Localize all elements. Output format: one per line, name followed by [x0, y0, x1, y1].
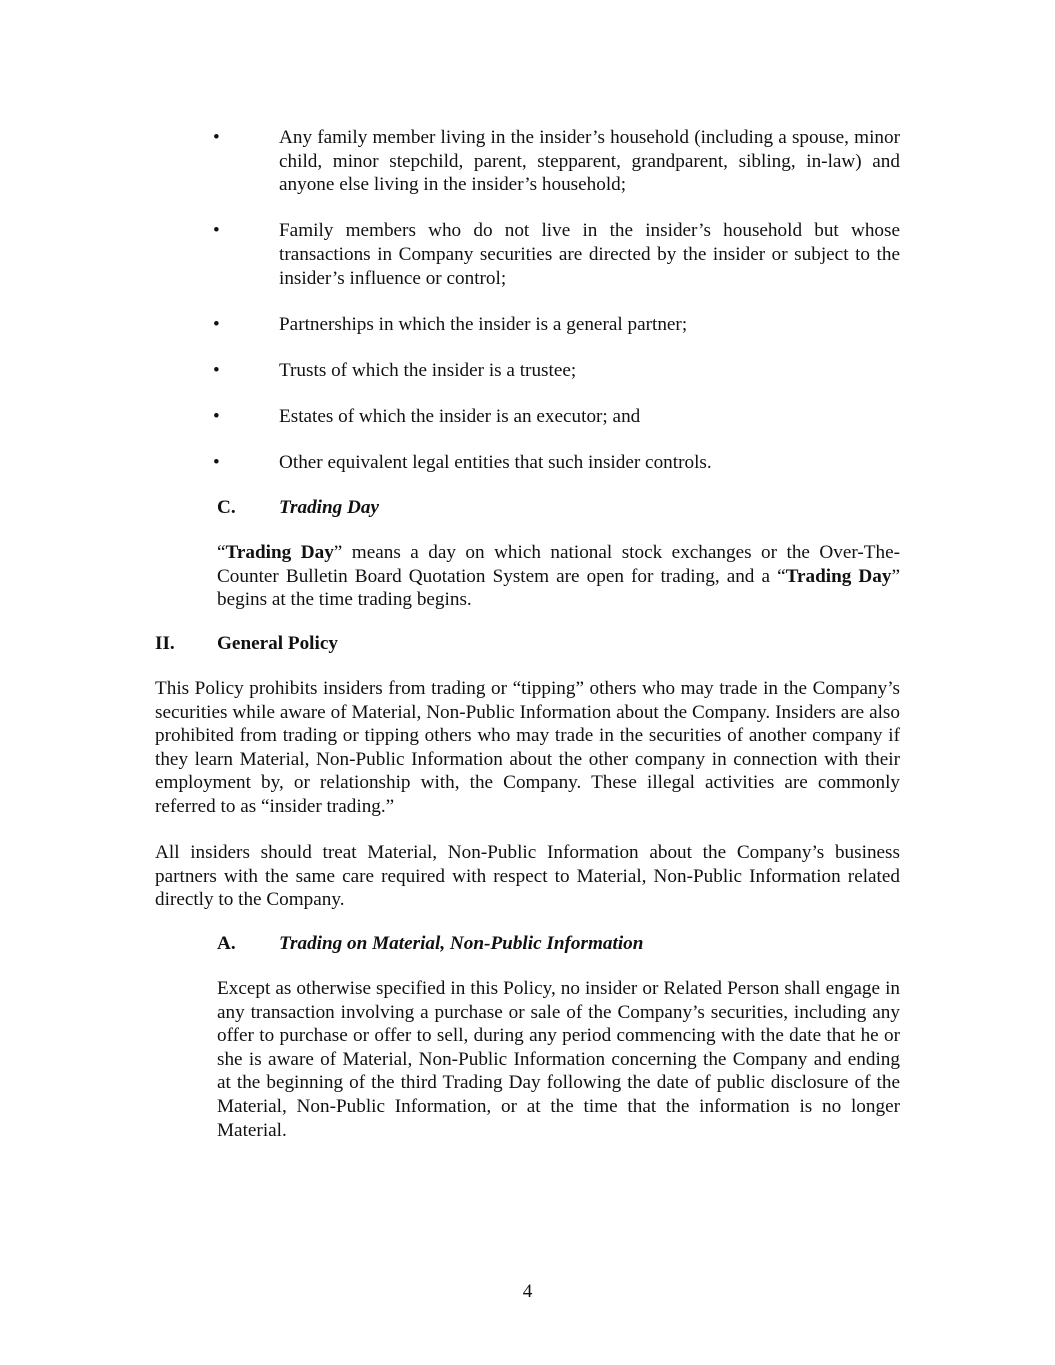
list-item-text: Estates of which the insider is an executor; and — [279, 406, 641, 428]
list-item — [213, 126, 900, 197]
list-item-text: Family members who do not live in the insider’s household but whose transactions in Company securities are directed by the insider or subject to the insider’s influence or control; — [279, 220, 900, 289]
trading-restriction-paragraph: Except as otherwise specified in this Policy, no insider or Related Person shall engage in any transaction involving a purchase or sale of the Company’s securities, including any offer to purchase or offer to sell, during any period commencing with the date that he or she is aware of Material, Non-Public Information concerning the Company and ending at the beginning of the third Trading Day following the date of public disclosure of the Material, Non-Public Information, or at the time that the information is no longer Material. — [217, 978, 900, 1141]
bullet-icon: • — [213, 220, 220, 242]
list-item — [213, 313, 900, 337]
definition-text: ” means a day on which national stock exchanges or the Over-The-Counter Bulletin Board Quotation System are open for trading, and a “ — [217, 542, 900, 587]
list-item-text: Partnerships in which the insider is a general partner; — [279, 313, 688, 335]
section-ii-title: General Policy — [217, 633, 338, 654]
defined-term: Trading Day — [785, 565, 892, 587]
section-c-number: C. — [217, 497, 236, 518]
general-policy-paragraph-1: This Policy prohibits insiders from trading or “tipping” others who may trade in the Company’s securities while aware of Material, Non-Public Information about the Company. Insiders are also prohibited from trading or tipping others who may trade in the securities of another company if they learn Material, Non-Public Information about the other company in connection with their employment by, or relationship with, the Company. These illegal activities are commonly referred to as “insider trading.” — [155, 678, 900, 817]
related-persons-list — [213, 126, 900, 498]
section-a-number: A. — [217, 933, 236, 954]
page-number: 4 — [522, 1281, 533, 1302]
defined-term: Trading Day — [225, 542, 334, 563]
list-item-text: Other equivalent legal entities that such insider controls. — [279, 452, 712, 474]
list-item-text: Trusts of which the insider is a trustee; — [279, 359, 577, 381]
section-ii-number: II. — [155, 633, 175, 654]
definition-text-end: ” begins at the time trading begins. — [217, 565, 900, 611]
list-item — [213, 451, 900, 475]
list-item-text: Any family member living in the insider’s household (including a spouse, minor child, minor stepchild, parent, stepparent, grandparent, sibling, in-law) and anyone else living in the insider’s household; — [279, 127, 900, 196]
list-item — [213, 359, 900, 383]
bullet-icon: • — [213, 452, 220, 474]
bullet-icon: • — [213, 359, 220, 381]
open-quote: “ — [217, 542, 226, 563]
list-item — [213, 405, 900, 429]
trading-day-definition — [217, 541, 900, 612]
section-c-heading — [217, 496, 379, 520]
bullet-icon: • — [213, 406, 220, 428]
bullet-icon: • — [213, 313, 220, 335]
section-c-title: Trading Day — [279, 497, 380, 518]
list-item — [213, 219, 900, 290]
section-a-heading — [217, 932, 643, 956]
section-ii-heading — [155, 632, 338, 656]
bullet-icon: • — [213, 127, 220, 148]
general-policy-paragraph-2: All insiders should treat Material, Non-Public Information about the Company’s business partners with the same care required with respect to Material, Non-Public Information related directly to the Company. — [155, 842, 900, 911]
section-a-title: Trading on Material, Non-Public Information — [279, 933, 644, 954]
